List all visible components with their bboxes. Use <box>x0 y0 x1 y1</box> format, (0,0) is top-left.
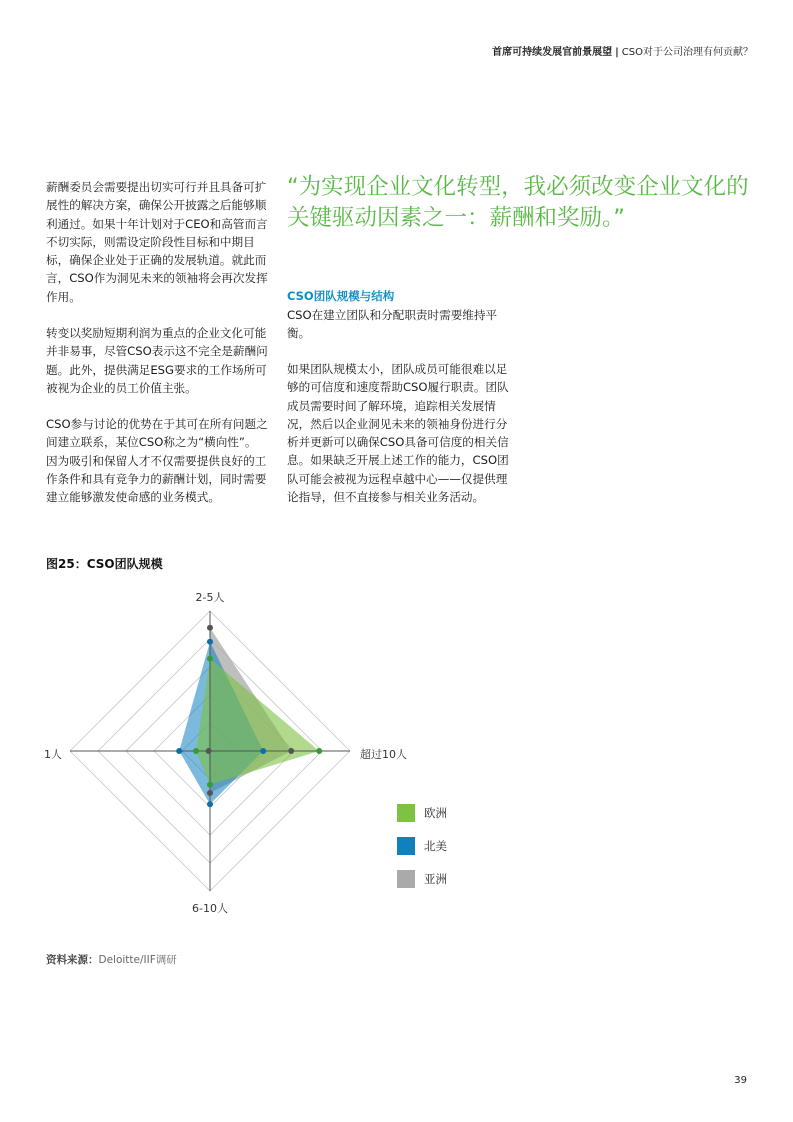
data-point-亚洲-3 <box>206 748 212 754</box>
figure-title: 图25：CSO团队规模 <box>46 557 163 571</box>
legend-item-europe <box>397 803 447 822</box>
source-note <box>46 953 177 967</box>
data-point-亚洲-2 <box>207 790 213 796</box>
page-number: 39 <box>734 1075 747 1086</box>
legend-swatch-north-america <box>397 837 415 855</box>
axis-label-2-5: 2-5人 <box>195 591 225 604</box>
data-point-欧洲-2 <box>207 782 213 788</box>
body-paragraph-5: 如果团队规模太小，团队成员可能很难以足够的可信度和速度帮助CSO履行职责。团队成员需要时间了解环境，追踪相关发展情况，然后以企业洞见未来的领袖身份进行分析并更新可以确保CSO具备可信度的相关信息。如果缺乏开展上述工作的能力，CSO团队可能会被视为远程卓越中心——仅提供理论指导，但不直接参与相关业务活动。 <box>287 362 509 505</box>
radar-chart <box>0 575 420 920</box>
legend-swatch-europe <box>397 804 415 822</box>
data-point-亚洲-1 <box>288 748 294 754</box>
body-paragraph-2: 转变以奖励短期利润为重点的企业文化可能并非易事，尽管CSO表示这不完全是薪酬问题。此外，提供满足ESG要求的工作场所可被视为企业的员工价值主张。 <box>46 326 268 395</box>
chart-legend <box>397 803 447 902</box>
source-text: Deloitte/IIF调研 <box>98 954 177 966</box>
axis-label-over-10: 超过10人 <box>360 748 407 761</box>
header-section: 首席可持续发展官前景展望 <box>492 47 613 58</box>
data-point-欧洲-3 <box>193 748 199 754</box>
series-area-欧洲 <box>196 659 319 785</box>
radar-series <box>179 628 319 804</box>
legend-swatch-asia <box>397 870 415 888</box>
data-point-北美-1 <box>260 748 266 754</box>
header-subtitle: CSO对于公司治理有何贡献？ <box>621 47 753 58</box>
data-point-欧洲-1 <box>316 748 322 754</box>
legend-item-north-america <box>397 836 447 855</box>
legend-label-asia: 亚洲 <box>424 871 447 886</box>
data-point-欧洲-0 <box>207 656 213 662</box>
axis-label-1: 1人 <box>44 748 62 761</box>
section-title: CSO团队规模与结构 <box>287 289 395 303</box>
data-point-北美-2 <box>207 801 213 807</box>
axis-label-6-10: 6-10人 <box>192 902 228 915</box>
legend-label-north-america: 北美 <box>424 838 447 853</box>
body-paragraph-3: CSO参与讨论的优势在于其可在所有问题之间建立联系，某位CSO称之为“横向性”。因为吸引和保留人才不仅需要提供良好的工作条件和具有竞争力的薪酬计划，同时需要建立能够激发使命感的业务模式。 <box>46 417 268 505</box>
running-header <box>492 46 753 60</box>
data-point-亚洲-0 <box>207 625 213 631</box>
pull-quote: “为实现企业文化转型，我必须改变企业文化的关键驱动因素之一：薪酬和奖励。” <box>287 174 749 231</box>
source-label: 资料来源： <box>46 954 99 966</box>
data-point-北美-3 <box>176 748 182 754</box>
legend-item-asia <box>397 869 447 888</box>
body-paragraph-1: 薪酬委员会需要提出切实可行并且具备可扩展性的解决方案，确保公开披露之后能够顺利通过。如果十年计划对于CEO和高管而言不切实际，则需设定阶段性目标和中期目标，确保企业处于正确的发展轨道。就此而言，CSO作为洞见未来的领袖将会再次发挥作用。 <box>46 180 268 304</box>
body-paragraph-4: CSO在建立团队和分配职责时需要维持平衡。 <box>287 308 498 341</box>
legend-label-europe: 欧洲 <box>424 805 447 820</box>
data-point-北美-0 <box>207 639 213 645</box>
header-separator: | <box>615 47 619 58</box>
